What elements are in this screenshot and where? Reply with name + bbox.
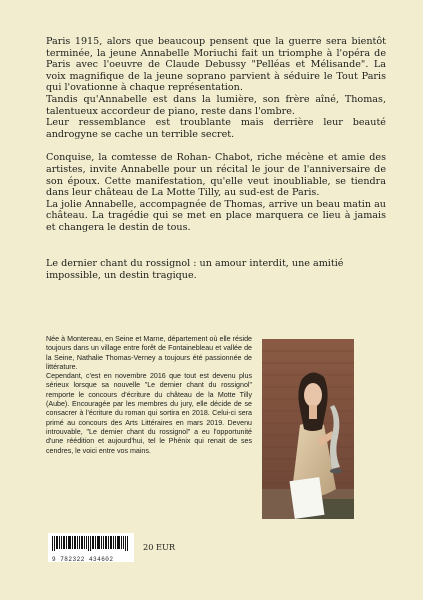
synopsis [46, 36, 386, 234]
author-photo [262, 339, 354, 519]
synopsis-paragraph: Paris 1915, alors que beaucoup pensent que la guerre sera bientôt terminée, la jeune Annabelle Moriuchi fait un triomphe à l'opéra de Paris avec l'oeuvre de Claude Debussy "Pelléas et Mélisande". La voix magnifique de la jeune soprano parvient à séduire le Tout Paris qui l'ovationne à chaque représentation. [46, 36, 386, 94]
barcode-bars [52, 536, 130, 551]
synopsis-paragraph: La jolie Annabelle, accompagnée de Thomas, arrive un beau matin au château. La tragédie qui se met en place marquera ce lieu à jamais et changera le destin de tous. [46, 198, 386, 233]
author-bio [46, 335, 252, 456]
author-bio-paragraph: Cependant, c'est en novembre 2016 que tout est devenu plus sérieux lorsque sa nouvelle "Le dernier chant du rossignol" remporte le concours d'écriture du château de la Motte Tilly (Aube). Encouragée par les membres du jury, elle décide de se consacrer à l'écriture du roman qui sortira en 2018. Celui-ci sera primé au concours des Arts Littéraires en mars 2019. Devenu introuvable, "Le dernier chant du rossignol" a eu l'opportunité d'une réédition et aujourd'hui, tel le Phénix qui renait de ses cendres, le voici entre vos mains. [46, 372, 252, 455]
price: 20 EUR [143, 542, 176, 552]
author-bio-paragraph: Née à Montereau, en Seine et Marne, département où elle réside toujours dans un village entre forêt de Fontainebleau et vallée de la Seine, Nathalie Thomas-Verney a toujours été passionnée de littérature. [46, 335, 252, 371]
tagline: Le dernier chant du rossignol : un amour interdit, une amitié impossible, un destin tragique. [46, 258, 344, 282]
barcode-digits: 9 782322 434602 [52, 556, 114, 563]
barcode [48, 533, 134, 562]
synopsis-paragraph: Conquise, la comtesse de Rohan- Chabot, riche mécène et amie des artistes, invite Annabelle pour un récital le jour de l'anniversaire de son époux. Cette manifestation, qu'elle veut inoubliable, se tiendra dans leur château de La Motte Tilly, au sud-est de Paris. [46, 152, 386, 199]
author-photo-image [262, 339, 354, 519]
synopsis-paragraph: Tandis qu'Annabelle est dans la lumière, son frère aîné, Thomas, talentueux accordeur de piano, reste dans l'ombre. [46, 93, 386, 117]
synopsis-paragraph: Leur ressemblance est troublante mais derrière leur beauté androgyne se cache un terrible secret. [46, 117, 386, 140]
